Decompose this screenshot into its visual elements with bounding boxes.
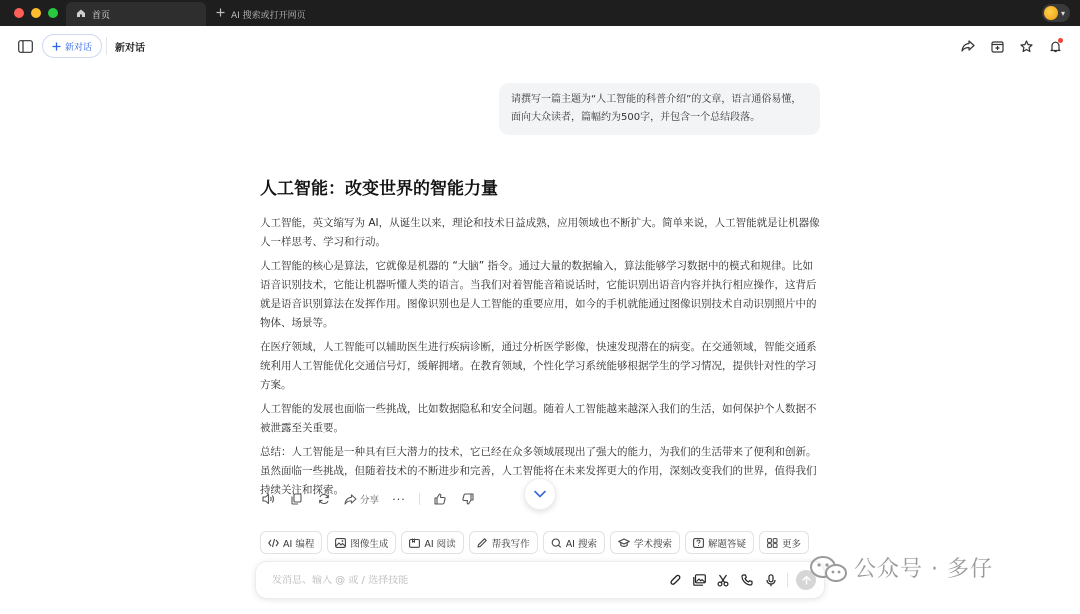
scroll-to-bottom-button[interactable] [524,478,556,510]
sidebar-icon [18,40,33,53]
share-icon [961,40,975,52]
actions-divider [419,493,420,505]
chip-label: AI 阅读 [424,538,456,550]
image-icon [335,538,346,548]
thumbs-up-icon [434,493,446,505]
article-paragraph: 总结：人工智能是一种具有巨大潜力的技术，它已经在众多领域展现出了强大的能力，为我们的生活带来了便利和创新。虽然面临一些挑战，但随着技术的不断进步和完善，人工智能将在未来发挥更大的作用，深刻改变我们的世界，值得我们持续关注和探索。 [260,446,817,496]
chip-academic-search[interactable] [610,531,680,554]
minimize-window-button[interactable] [31,8,41,18]
tab-label: 首页 [92,10,111,21]
message-composer [255,561,825,599]
chip-label: 解题答疑 [708,538,747,550]
chevron-down-icon: ▾ [1060,8,1065,18]
share-button[interactable] [957,35,979,57]
chevron-down-icon [534,490,546,498]
article-paragraph: 在医疗领域，人工智能可以辅助医生进行疾病诊断，通过分析医学影像，快速发现潜在的病变。在交通领域，智能交通系统利用人工智能优化交通信号灯，缓解拥堵。在教育领域，个性化学习系统能够根据学生的学习情况，提供针对性的学习方案。 [260,341,817,391]
grid-icon [767,538,778,548]
article-paragraph: 人工智能的发展也面临一些挑战，比如数据隐私和安全问题。随着人工智能越来越深入我们的生活，如何保护个人数据不被泄露至关重要。 [260,403,817,434]
article-paragraph: 人工智能的核心是算法，它就像是机器的 “大脑” 指令。通过大量的数据输入，算法能够学习数据中的模式和规律。比如语音识别技术，它能让机器听懂人类的语言。当我们对着智能音箱说话时，它能识别出语音内容并执行相应操作，这背后就是语音识别算法在发挥作用。图像识别也是人工智能的重要应用，如今的手机就能通过图像识别技术自动识别照片中的物体、场景等。 [260,260,817,329]
toolbar-actions [957,35,1066,57]
tab-new-search[interactable] [216,2,306,26]
voice-call-button[interactable] [739,570,755,590]
composer-divider [787,573,788,587]
sidebar-toggle-button[interactable] [14,35,36,57]
phone-icon [741,574,753,586]
composer-tools [667,570,816,590]
read-aloud-button[interactable] [260,491,276,507]
chip-label: 学术搜索 [634,538,673,550]
attach-button[interactable] [667,570,683,590]
copy-icon [291,493,302,505]
chip-label: 帮我写作 [491,538,530,550]
favorite-button[interactable] [1015,35,1037,57]
chip-image-generation[interactable] [327,531,396,554]
chip-label: 更多 [782,538,802,550]
speaker-icon [262,493,275,505]
share-icon [344,494,357,505]
paperclip-icon [670,574,681,587]
share-label: 分享 [360,495,380,506]
screenshot-button[interactable] [715,570,731,590]
chip-ai-search[interactable] [543,531,605,554]
chip-more[interactable] [759,531,809,554]
graduation-icon [618,538,630,548]
star-icon [1020,40,1033,53]
avatar [1044,6,1058,20]
chip-label: AI 编程 [283,538,315,550]
article-paragraph: 人工智能，英文缩写为 AI，从诞生以来，理论和技术日益成熟，应用领域也不断扩大。简单来说，人工智能就是让机器像人一样思考、学习和行动。 [260,217,820,248]
profile-menu[interactable] [1042,4,1070,22]
plus-icon [216,8,225,20]
pen-icon [477,538,488,548]
user-message-bubble: 请撰写一篇主题为“人工智能的科普介绍”的文章，语言通俗易懂，面向大众读者，篇幅约为500字，并包含一个总结段落。 [499,83,820,135]
app-toolbar [0,26,1080,66]
watermark [808,552,993,583]
microphone-icon [766,574,776,587]
images-icon [693,574,706,586]
share-response-button[interactable] [344,492,379,506]
book-icon [409,538,420,548]
image-upload-button[interactable] [691,570,707,590]
chip-label: AI 搜索 [565,538,598,550]
page-title: 新对话 [115,43,145,54]
chip-label: 图像生成 [350,538,389,550]
regenerate-button[interactable] [316,491,332,507]
skill-chips [260,531,809,554]
notification-badge [1058,38,1063,43]
notifications-button[interactable] [1044,35,1066,57]
chip-problem-solving[interactable] [685,531,754,554]
assistant-response [260,176,822,505]
new-chat-label: 新对话 [65,42,93,53]
dislike-button[interactable] [460,491,476,507]
voice-input-button[interactable] [763,570,779,590]
home-icon [76,8,86,21]
close-window-button[interactable] [14,8,24,18]
wechat-logo-icon [808,555,848,581]
search-icon [551,538,562,548]
refresh-icon [318,493,330,505]
like-button[interactable] [432,491,448,507]
more-options-button[interactable] [391,491,407,507]
tab-label: AI 搜索或打开网页 [231,10,306,21]
thumbs-down-icon [462,493,474,505]
question-icon [693,538,704,548]
chip-ai-coding[interactable] [260,531,322,554]
chip-writing[interactable] [469,531,538,554]
more-horizontal-icon: ··· [392,492,406,506]
chip-ai-reading[interactable] [401,531,463,554]
archive-add-icon [991,40,1004,53]
code-icon [268,538,279,548]
window-controls [14,8,58,18]
scissors-icon [717,574,729,587]
window-titlebar [0,0,1080,26]
new-chat-button[interactable] [42,34,102,58]
maximize-window-button[interactable] [48,8,58,18]
tab-home[interactable] [66,2,206,26]
copy-button[interactable] [288,491,304,507]
message-input[interactable] [272,575,662,586]
plus-icon [52,42,61,51]
watermark-text: 公众号 · 多仔 [854,557,993,582]
save-button[interactable] [986,35,1008,57]
toolbar-divider [106,37,107,55]
article-title: 人工智能：改变世界的智能力量 [260,179,498,199]
response-actions [260,491,476,507]
